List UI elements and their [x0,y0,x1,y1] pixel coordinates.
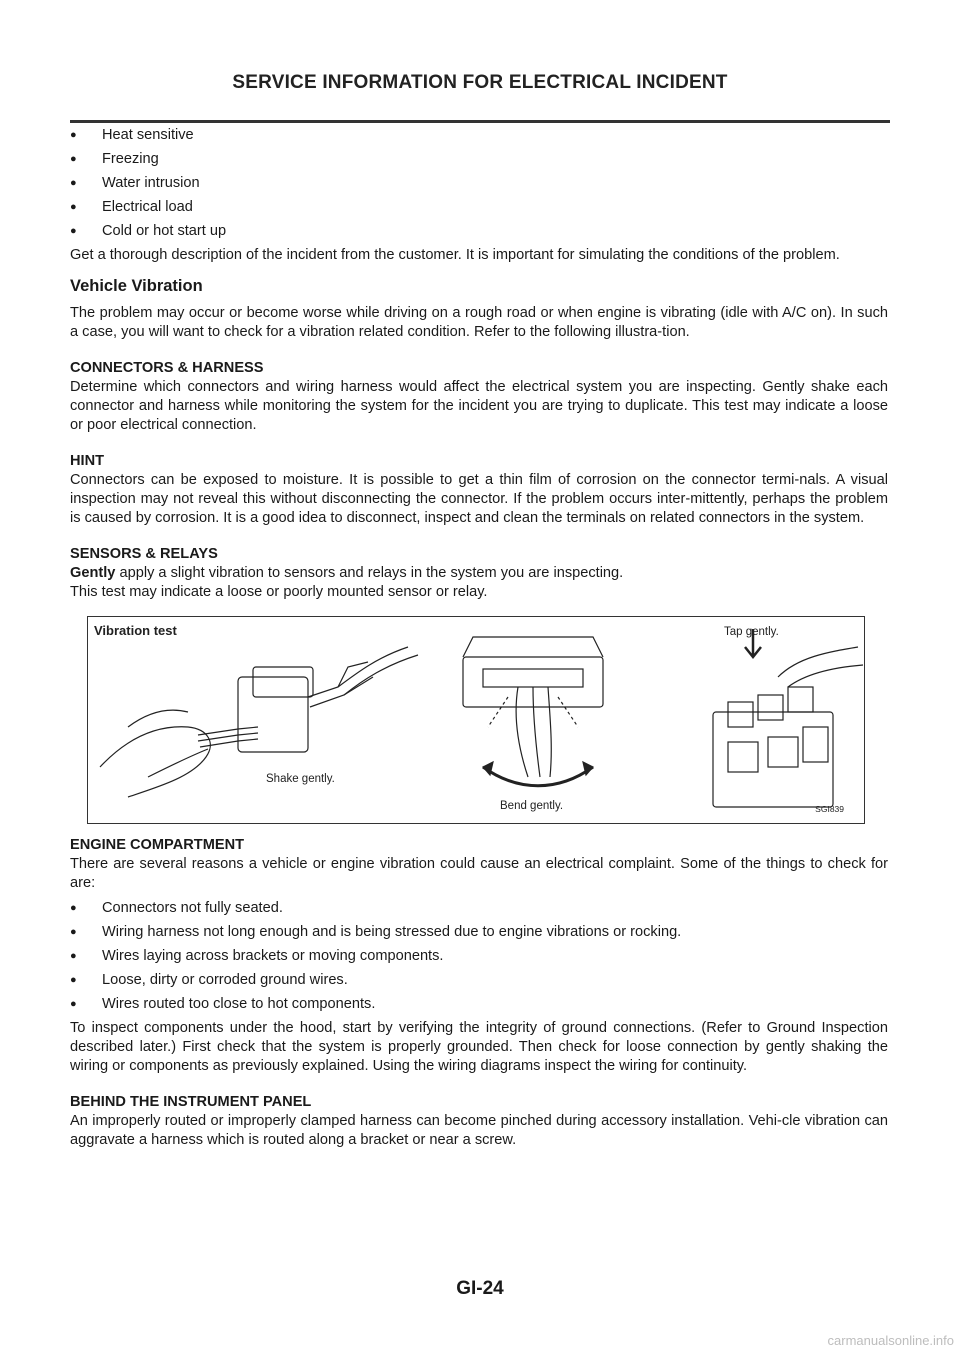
vibration-illustration [88,617,864,823]
sensors-bold-lead: Gently [70,565,116,581]
list-item: ● Wires laying across brackets or moving components. [70,948,444,964]
relay-block [713,712,833,807]
hint-paragraph: Connectors can be exposed to moisture. It is possible to get a thin film of corrosion on the connector termi-nals. A visual inspection may not reveal this without disconnecting the connector. If the problem occurs inter-mittently, perhaps the problem is caused by corrosion. It is a good idea to disconnect, inspect and clean the terminals on related connectors in the system. [70,472,888,526]
list-item: ● Water intrusion [70,175,200,191]
list-item: ● Wiring harness not long enough and is being stressed due to engine vibrations or rocking. [70,924,682,940]
bullet-icon: ● [70,998,77,1010]
bullet-icon: ● [70,950,77,962]
instrument-heading: BEHIND THE INSTRUMENT PANEL [70,1094,312,1110]
page-content [70,126,888,1150]
bullet-icon: ● [70,974,77,986]
list-item: ● Loose, dirty or corroded ground wires. [70,972,348,988]
sensors-heading: SENSORS & RELAYS [70,546,218,562]
bullet-icon: ● [70,129,77,141]
page-title: SERVICE INFORMATION FOR ELECTRICAL INCIDENT [232,72,728,93]
connector-body [238,677,308,752]
bullet-icon: ● [70,177,77,189]
engine-paragraph: There are several reasons a vehicle or engine vibration could cause an electrical complaint. Some of the things to check for are: [70,856,888,891]
tap-gently-label: Tap gently. [724,626,779,638]
page-number: GI-24 [456,1278,504,1299]
intro-paragraph: Get a thorough description of the incident from the customer. It is important for simulating the conditions of the problem. [70,247,840,263]
figure-title: Vibration test [94,623,177,638]
hint-heading: HINT [70,453,105,469]
engine-paragraph-2: To inspect components under the hood, start by verifying the integrity of ground connections. (Refer to Ground Inspection described later.) First check that the system is properly grounded. Then check for loose connection by gently shaking the wiring or components as previously explained. Using the wiring diagrams inspect the wiring for continuity. [70,1020,888,1074]
engine-heading: ENGINE COMPARTMENT [70,837,245,853]
shake-gently-label: Shake gently. [266,773,335,785]
header-divider [70,120,890,123]
vehicle-vibration-heading: Vehicle Vibration [70,277,203,295]
bullet-icon: ● [70,153,77,165]
connectors-paragraph: Determine which connectors and wiring harness would affect the electrical system you are inspecting. Gently shake each connector and harness while monitoring the system for the incident you are trying to duplicate. This test may indicate a loose or poor electrical connection. [70,379,888,433]
instrument-paragraph: An improperly routed or improperly clamped harness can become pinched during accessory installation. Vehi-cle vibration can aggravate a harness which is routed along a bracket or near a screw. [70,1113,888,1148]
list-item: ● Cold or hot start up [70,223,227,239]
list-item: ● Electrical load [70,199,193,215]
bullet-icon: ● [70,225,77,237]
list-item: ● Heat sensitive [70,127,194,143]
vehicle-vibration-paragraph: The problem may occur or become worse while driving on a rough road or when engine is vibrating (idle with A/C on). In such a case, you will want to check for a vibration related condition. Refer to the following illustra-tion. [70,305,888,340]
intro-bullet-list [70,126,888,241]
list-item: ● Wires routed too close to hot components. [70,996,376,1012]
watermark: carmanualsonline.info [827,1333,954,1348]
vibration-test-figure [87,616,865,824]
bullet-icon: ● [70,902,77,914]
list-item: ● Freezing [70,151,159,167]
hand-shape [100,727,210,797]
bend-arrow-icon [483,767,593,786]
engine-bullet-list [70,899,888,1014]
figure-code: SGI839 [815,804,844,814]
bend-gently-label: Bend gently. [500,800,564,812]
list-item: ● Connectors not fully seated. [70,900,283,916]
bullet-icon: ● [70,926,77,938]
connectors-heading: CONNECTORS & HARNESS [70,360,264,376]
sensors-paragraph: Gently apply a slight vibration to sensors and relays in the system you are inspecting. This test may indicate a loose or poorly mounted sensor or relay. [70,565,624,600]
bullet-icon: ● [70,201,77,213]
